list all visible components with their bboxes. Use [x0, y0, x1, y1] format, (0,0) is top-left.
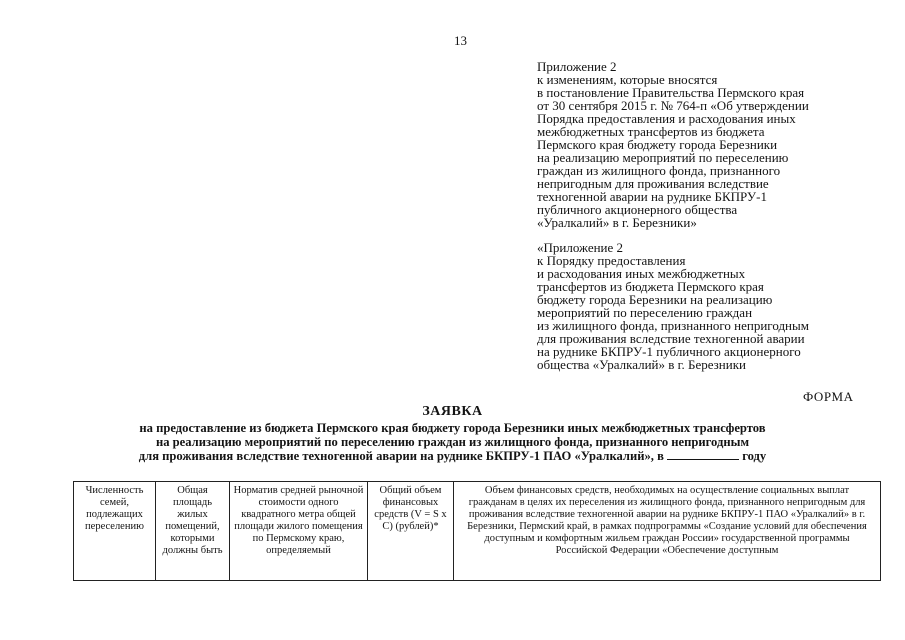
appendix-order-line: и расходования иных межбюджетных [537, 266, 746, 281]
appendix-header-line: публичного акционерного общества [537, 202, 738, 217]
subtitle-line-3 [0, 449, 905, 463]
appendix-order-block [537, 241, 809, 371]
appendix-header-line: от 30 сентября 2015 г. № 764-п «Об утверждении [537, 98, 809, 113]
year-blank-field [667, 449, 739, 460]
appendix-header-line: «Уралкалий» в г. Березники» [537, 215, 697, 230]
appendix-header-block [537, 60, 809, 229]
column-header-total-area: Общая площадь жилых помещений, которыми должны быть [156, 482, 230, 581]
appendix-header-line: Порядка предоставления и расходования иных [537, 111, 796, 126]
column-header-families-count: Численность семей, подлежащих переселению [74, 482, 156, 581]
subtitle-line-3-prefix: для проживания вследствие техногенной аварии на руднике БКПРУ-1 ПАО «Уралкалий», в [138, 449, 664, 463]
column-header-total-volume: Общий объем финансовых средств (V = S x C) (рублей)* [368, 482, 454, 581]
column-header-funds-volume: Объем финансовых средств, необходимых на осуществление социальных выплат гражданам в целях их переселения из жилищного фонда, признанного непригодным для проживания вследствие техногенной аварии на руднике БКПРУ-1 ПАО «Уралкалий» в г. Березники, Пермский край, в рамках подпрограммы «Создание условий для обеспечения доступным и комфортным жильем граждан России» государственной программы Российской Федерации «Обеспечение доступным [454, 482, 881, 581]
subtitle-line-1: на предоставление из бюджета Пермского края бюджету города Березники иных межбюджетных трансфертов [139, 421, 766, 435]
appendix-order-line: «Приложение 2 [537, 240, 624, 255]
subtitle-line-2: на реализацию мероприятий по переселению граждан из жилищного фонда, признанного непригодным [155, 435, 750, 449]
appendix-header-line: техногенной аварии на руднике БКПРУ-1 [537, 189, 767, 204]
document-subtitle [0, 421, 905, 463]
appendix-header-line: Приложение 2 [537, 59, 617, 74]
appendix-order-line: общества «Уралкалий» в г. Березники [537, 357, 746, 372]
form-label: ФОРМА [803, 389, 854, 404]
appendix-order-line: трансфертов из бюджета Пермского края [537, 279, 764, 294]
subtitle-line-3-suffix: году [742, 449, 767, 463]
appendix-header-line: в постановление Правительства Пермского края [537, 85, 805, 100]
appendix-order-line: для проживания вследствие техногенной аварии [537, 331, 805, 346]
appendix-header-line: Пермского края бюджету города Березники [537, 137, 778, 152]
appendix-order-line: мероприятий по переселению граждан [537, 305, 753, 320]
appendix-order-line: к Порядку предоставления [537, 253, 686, 268]
appendix-header-line: межбюджетных трансфертов из бюджета [537, 124, 765, 139]
document-title: ЗАЯВКА [422, 404, 483, 419]
appendix-header-line: к изменениям, которые вносятся [537, 72, 718, 87]
appendix-header-line: граждан из жилищного фонда, признанного [537, 163, 781, 178]
column-header-price-norm: Норматив средней рыночной стоимости одного квадратного метра общей площади жилого помещения по Пермскому краю, определяемый [230, 482, 368, 581]
appendix-order-line: из жилищного фонда, признанного непригодным [537, 318, 809, 333]
page-number: 13 [454, 33, 467, 48]
appendix-header-line: на реализацию мероприятий по переселению [537, 150, 789, 165]
application-table [73, 481, 881, 581]
appendix-order-line: бюджету города Березники на реализацию [537, 292, 773, 307]
table-header-row [74, 482, 881, 581]
appendix-order-line: на руднике БКПРУ-1 публичного акционерного [537, 344, 801, 359]
appendix-header-line: непригодным для проживания вследствие [537, 176, 769, 191]
